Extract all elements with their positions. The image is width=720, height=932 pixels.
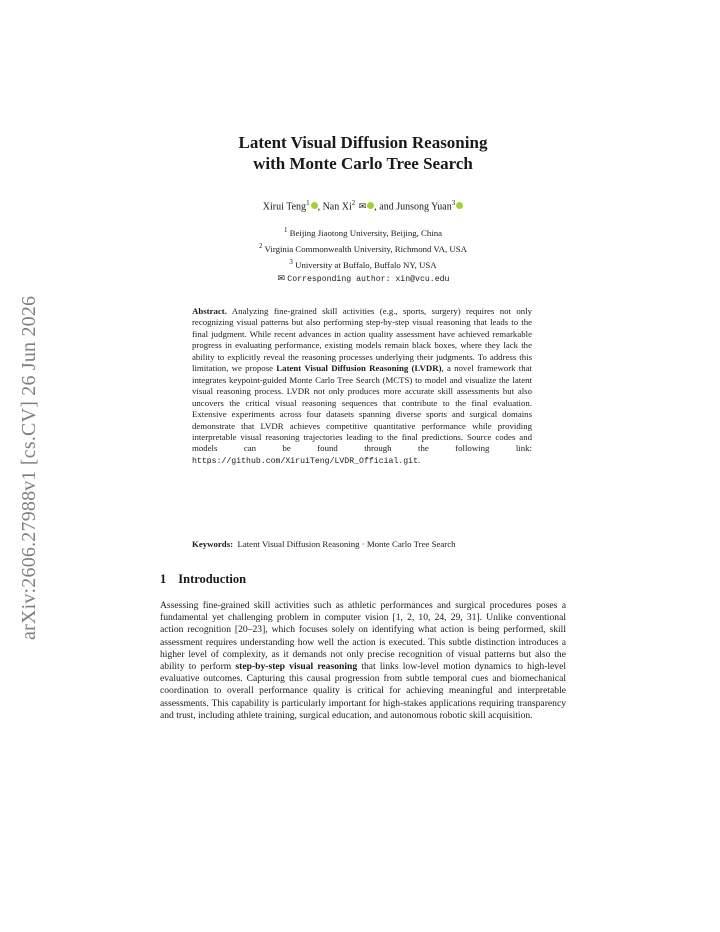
intro-emphasis: step-by-step visual reasoning: [235, 661, 358, 673]
affiliation-sup: 3: [289, 257, 293, 266]
section-number: 1: [160, 572, 167, 586]
affiliation-line: [160, 240, 566, 256]
affiliation-line: [160, 224, 566, 240]
affiliation-sup: 1: [283, 226, 288, 234]
author-name: Nan Xi: [322, 201, 352, 213]
affiliation-text: Beijing Jiaotong University, Beijing, China: [289, 227, 443, 238]
author-affil-sup: 2: [351, 199, 356, 207]
title-line-2: with Monte Carlo Tree Search: [253, 154, 473, 173]
corresponding-author: [160, 272, 566, 286]
abstract: [192, 306, 532, 467]
intro-text: that links low-level motion dynamics to high-level evaluative outcomes. Capturing this causal progression from subtle temporal cues and biomechanical coordination to overall performance quality is critical for achieving meaningful and interpretable assessments. This capability is particularly important for high-stakes applications requiring transparency and trust, including athlete training, surgical education, and autonomous robotic skill acquisition.: [160, 661, 566, 721]
keywords: [192, 539, 552, 549]
affiliation-line: [160, 256, 566, 272]
abstract-label: Abstract.: [192, 306, 227, 316]
author-name: Xirui Teng: [262, 201, 307, 213]
section-title: Introduction: [178, 572, 247, 586]
introduction-paragraph: [160, 600, 566, 722]
envelope-icon: ✉: [358, 202, 367, 213]
keywords-label: Keywords:: [192, 539, 234, 549]
affiliation-sup: 2: [259, 241, 263, 250]
envelope-icon: ✉: [277, 273, 286, 284]
intro-text: Assessing fine-grained skill activities such as athletic performances and surgical procedures poses a fundamental yet challenging problem in computer vision [1, 2, 10, 24, 29, 31]. Unlike conventional action recognition [20–23], which focuses solely on identifying what action is being performed, skill assessment requires understanding how well the action is executed. This subtle distinction introduces a higher level of complexity, as it demands not only precise recognition of visual patterns but also the ability to perform: [160, 600, 566, 673]
abstract-text: , a novel framework that integrates keypoint-guided Monte Carlo Tree Search (MCTS) to model and visualize the latent visual reasoning process. LVDR not only produces more accurate skill assessments but also uncovers the critical visual reasoning sequences that contribute to the final evaluation. Extensive experiments across four datasets spanning diverse sports and surgical domains demonstrate that LVDR achieves competitive quantitative performance while providing interpretable visual reasoning trajectories leading to the final predictions. Source codes and models can be found through the following link:: [192, 363, 532, 454]
title-line-1: Latent Visual Diffusion Reasoning: [238, 133, 488, 152]
method-name: Latent Visual Diffusion Reasoning (LVDR): [276, 363, 442, 374]
orcid-icon[interactable]: [456, 202, 463, 209]
abstract-end: .: [418, 454, 421, 465]
author-name: Junsong Yuan: [396, 201, 452, 213]
code-link[interactable]: https://github.com/XiruiTeng/LVDR_Official.git: [192, 456, 419, 466]
abstract-text: Analyzing fine-grained skill activities (e.g., sports, surgery) requires not only recognizing visual patterns but also performing step-by-step visual reasoning that leads to the final judgment. While recent advances in action quality assessment have achieved remarkable progress in evaluating performance, existing models remain black boxes, where they lack the ability to explicitly reveal the reasoning processes underlying their judgments. To address this limitation, we propose: [192, 306, 532, 374]
orcid-icon[interactable]: [311, 202, 318, 209]
affiliation-text: Virginia Commonwealth University, Richmond VA, USA: [264, 243, 467, 254]
affiliations: [160, 224, 566, 286]
author-affil-sup: 3: [451, 199, 456, 207]
corresponding-email[interactable]: Corresponding author: xin@vcu.edu: [287, 274, 450, 284]
section-heading: [160, 572, 246, 587]
affiliation-text: University at Buffalo, Buffalo NY, USA: [295, 259, 437, 270]
paper-title: [160, 132, 566, 174]
author-separator: , and: [374, 201, 397, 213]
author-affil-sup: 1: [306, 199, 310, 207]
arxiv-identifier-stamp: arXiv:2606.27988v1 [cs.CV] 26 Jun 2026: [18, 295, 40, 640]
author-list: Xirui Teng$^1$ , Nan Xi$^2$ ✉ , and Junsong Yuan$^3$: [160, 199, 566, 212]
keywords-text: Latent Visual Diffusion Reasoning · Monte Carlo Tree Search: [237, 539, 456, 549]
